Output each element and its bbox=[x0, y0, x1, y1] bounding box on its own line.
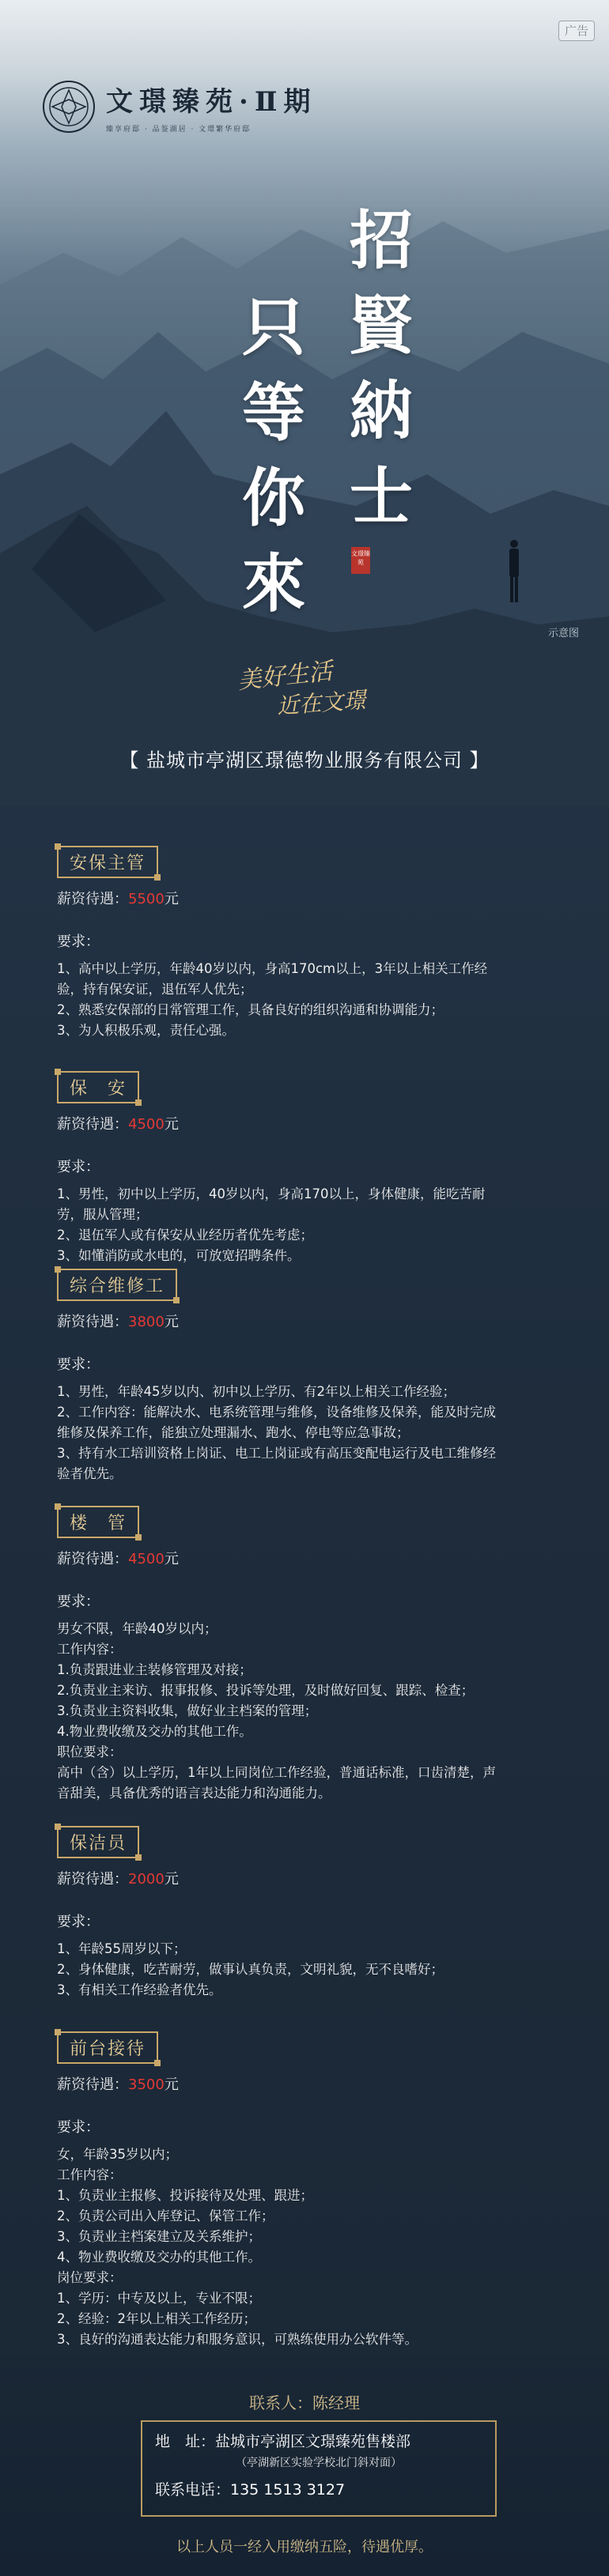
job-card bbox=[57, 1826, 563, 2001]
requirements-list bbox=[57, 1382, 563, 1484]
standing-person-icon bbox=[507, 539, 521, 602]
requirement-line: 1、学历：中专及以上，专业不限； bbox=[57, 2291, 261, 2306]
contact-person: 联系人：陈经理 bbox=[249, 2393, 360, 2412]
requirement-line: 职位要求： bbox=[57, 1744, 123, 1759]
ad-badge: 广告 bbox=[558, 21, 595, 41]
image-disclaimer: 示意图 bbox=[548, 628, 580, 639]
requirement-line: 2、退伍军人或有保安从业经历者优先考虑； bbox=[57, 1228, 313, 1243]
job-card bbox=[57, 1269, 563, 1484]
job-title: 楼 管 bbox=[57, 1506, 139, 1538]
requirement-line: 2、熟悉安保部的日常管理工作，具备良好的组织沟通和协调能力； bbox=[57, 1002, 444, 1017]
salary-row: 薪资待遇：4500元 bbox=[57, 1116, 179, 1133]
headline-char: 招 bbox=[350, 203, 413, 277]
requirement-line: 3、如懂消防或水电的，可放宽招聘条件。 bbox=[57, 1248, 301, 1263]
brand-subtitle: 臻享府邸 · 品鉴湖居 · 文璟繁华府邸 bbox=[106, 126, 252, 134]
requirements-label: 要求： bbox=[57, 1356, 100, 1373]
address-note: （亭湖新区实验学校北门斜对面） bbox=[236, 2457, 402, 2469]
requirement-line: 3、为人积极乐观，责任心强。 bbox=[57, 1023, 235, 1038]
requirement-line: 2、负责公司出入库登记、保管工作； bbox=[57, 2208, 274, 2223]
requirement-line: 3、良好的沟通表达能力和服务意识，可熟练使用办公软件等。 bbox=[57, 2332, 418, 2347]
requirement-line: 2、经验：2年以上相关工作经历； bbox=[57, 2311, 256, 2326]
job-listings bbox=[0, 806, 609, 2355]
requirement-line: 验，持有保安证，退伍军人优先； bbox=[57, 982, 253, 997]
requirements-list bbox=[57, 2144, 563, 2350]
slogan-line-1: 美好生活 bbox=[236, 657, 334, 696]
requirements-list bbox=[57, 1619, 563, 1804]
requirement-line: 4、物业费收缴及交办的其他工作。 bbox=[57, 2250, 261, 2265]
requirement-line: 1、负责业主报修、投诉接待及处理、跟进； bbox=[57, 2188, 313, 2203]
requirement-line: 3、有相关工作经验者优先。 bbox=[57, 1982, 222, 1997]
job-card bbox=[57, 2031, 563, 2350]
requirements-label: 要求： bbox=[57, 1593, 100, 1610]
headline-char: 納 bbox=[350, 374, 413, 448]
headline-char: 來 bbox=[242, 546, 305, 620]
requirements-list bbox=[57, 1939, 563, 2001]
hero-banner bbox=[0, 0, 609, 806]
brand-emblem-icon bbox=[41, 79, 96, 134]
salary-value: 5500 bbox=[128, 891, 165, 907]
headline-char: 賢 bbox=[350, 289, 413, 363]
requirements-label: 要求： bbox=[57, 933, 100, 950]
contact-footer bbox=[0, 2355, 609, 2576]
requirement-line: 劳，服从管理； bbox=[57, 1207, 149, 1222]
job-card bbox=[57, 1506, 563, 1804]
requirement-line: 女，年龄35岁以内； bbox=[57, 2147, 178, 2162]
red-seal-stamp: 文璟臻苑 bbox=[351, 547, 370, 574]
job-card bbox=[57, 1071, 563, 1266]
salary-value: 4500 bbox=[128, 1116, 165, 1133]
phone-number[interactable]: 联系电话：135 1513 3127 bbox=[155, 2481, 346, 2499]
salary-row: 薪资待遇：2000元 bbox=[57, 1871, 179, 1888]
salary-value: 2000 bbox=[128, 1871, 165, 1888]
slogan-line-2: 近在文璟 bbox=[276, 687, 367, 719]
requirement-line: 1.负责跟进业主装修管理及对接； bbox=[57, 1662, 252, 1677]
headline-right-column bbox=[342, 198, 421, 539]
requirement-line: 3、持有水工培训资格上岗证、电工上岗证或有高压变配电运行及电工维修经 bbox=[57, 1446, 496, 1461]
requirement-line: 音甜美，具备优秀的语言表达能力和沟通能力。 bbox=[57, 1786, 331, 1801]
salary-row: 薪资待遇：5500元 bbox=[57, 891, 179, 907]
salary-row: 薪资待遇：3500元 bbox=[57, 2076, 179, 2093]
requirements-label: 要求： bbox=[57, 1159, 100, 1175]
job-title: 综合维修工 bbox=[57, 1269, 177, 1301]
requirement-line: 1、男性，年龄45岁以内、初中以上学历、有2年以上相关工作经验； bbox=[57, 1384, 456, 1399]
job-title: 安保主管 bbox=[57, 846, 158, 878]
headline-char: 士 bbox=[350, 459, 413, 534]
requirements-list bbox=[57, 959, 563, 1041]
requirement-line: 2、身体健康，吃苦耐劳，做事认真负责，文明礼貌，无不良嗜好； bbox=[57, 1962, 444, 1977]
requirement-line: 维修及保养工作，能独立处理漏水、跑水、停电等应急事故； bbox=[57, 1425, 410, 1440]
salary-row: 薪资待遇：3800元 bbox=[57, 1314, 179, 1330]
job-card bbox=[57, 846, 563, 1041]
requirements-label: 要求： bbox=[57, 1914, 100, 1930]
headline-char: 你 bbox=[242, 461, 305, 535]
requirement-line: 验者优先。 bbox=[57, 1466, 123, 1481]
brand-logo bbox=[41, 79, 317, 134]
requirements-label: 要求： bbox=[57, 2119, 100, 2136]
requirement-line: 2、工作内容：能解决水、电系统管理与维修，设备维修及保养，能及时完成 bbox=[57, 1405, 496, 1420]
requirement-line: 高中（含）以上学历，1年以上同岗位工作经验，普通话标准，口齿清楚，声 bbox=[57, 1765, 496, 1780]
requirement-line: 4.物业费收缴及交办的其他工作。 bbox=[57, 1724, 252, 1739]
headline-char: 等 bbox=[242, 375, 305, 450]
requirement-line: 工作内容： bbox=[57, 2167, 123, 2182]
brand-title: 文璟臻苑·Ⅱ期 bbox=[106, 86, 317, 118]
salary-row: 薪资待遇：4500元 bbox=[57, 1551, 179, 1567]
requirement-line: 3.负责业主资料收集，做好业主档案的管理； bbox=[57, 1703, 318, 1718]
salary-value: 3500 bbox=[128, 2076, 165, 2093]
requirements-list bbox=[57, 1184, 563, 1266]
address: 地 址：盐城市亭湖区文璟臻苑售楼部 bbox=[155, 2433, 411, 2450]
salary-value: 4500 bbox=[128, 1551, 165, 1567]
requirement-line: 男女不限，年龄40岁以内； bbox=[57, 1621, 218, 1636]
requirement-line: 3、负责业主档案建立及关系维护； bbox=[57, 2229, 261, 2244]
requirement-line: 1、男性，初中以上学历，40岁以内，身高170以上，身体健康，能吃苦耐 bbox=[57, 1186, 486, 1201]
contact-box bbox=[141, 2420, 497, 2517]
requirement-line: 1、年龄55周岁以下； bbox=[57, 1941, 187, 1956]
requirement-line: 工作内容： bbox=[57, 1642, 123, 1657]
job-title: 保洁员 bbox=[57, 1826, 139, 1858]
requirement-line: 1、高中以上学历，年龄40岁以内，身高170cm以上，3年以上相关工作经 bbox=[57, 961, 488, 976]
salary-value: 3800 bbox=[128, 1314, 165, 1330]
job-title: 保 安 bbox=[57, 1071, 139, 1103]
closing-note: 以上人员一经入用缴纳五险，待遇优厚。 bbox=[176, 2539, 433, 2555]
headline-char: 只 bbox=[242, 290, 305, 364]
headline-left-column bbox=[234, 285, 313, 626]
company-name: 【 盐城市亭湖区璟德物业服务有限公司 】 bbox=[119, 749, 490, 771]
job-title: 前台接待 bbox=[57, 2031, 158, 2064]
requirement-line: 2.负责业主来访、报事报修、投诉等处理，及时做好回复、跟踪、检查； bbox=[57, 1683, 475, 1698]
requirement-line: 岗位要求： bbox=[57, 2270, 123, 2285]
